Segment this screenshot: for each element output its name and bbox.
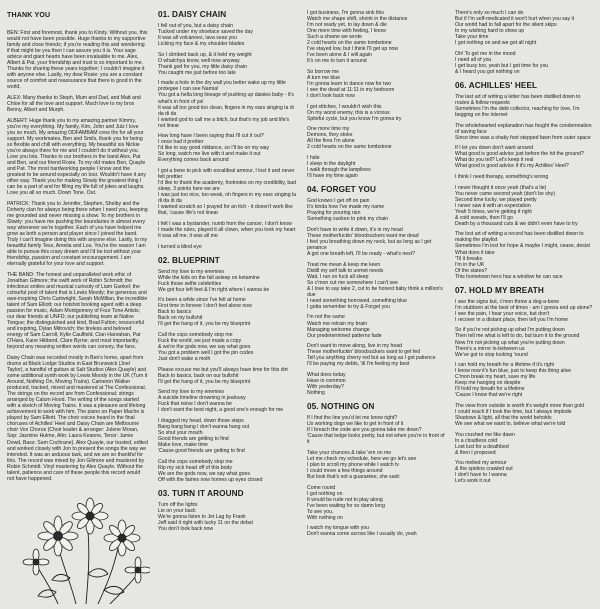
- thanks-paragraph: ALEX: Many thanks to Steph, Mum and Dad, and Matt and Chloe for all the love and support. Much love to my bros Benny, Albert and Murph.: [7, 94, 143, 114]
- lyric-stanza: I got a bone to pick with excalibral armour, I lost it and never felt prettier I'd like to thank the academy, footnotes on my credibility, bad sleep, 3 points here we are I was just too nice, too weak, oh fingers in my ears singing la di da di da I wanted scratch so I prayed for an itch - it doesn't work like that, 'cause life's not linear: [158, 167, 297, 217]
- lyric-stanza: You crushed me like dawn In a cloudless cold Lost lust for a deathbed & then I proposed: [455, 431, 515, 456]
- thanks-paragraph: Daisy Chain was recorded mostly in Ben's home, apart from drums at Black Lodge Studios in East Brunswick (Joel Taylor), a handful of guitars at Salt Studios (Alex Quayle) and some additional synth work by Lewis Moody in the UK (Turn it Around, Nothing On, Moving Trains). Cameron Walker produced, tracked, mixed and mastered at The Confessional. The strings on the record are from Confessional; strings arranged by Calum Hood. The writing of the songs started with a sketch of Moving Trains. It was a pleasure and lifelong achievement to work with him. The piano on Paper Mache is played by Sam Elliott. The choir voices heard in the final choruses of Achilles' Heel and Daisy Chain are Melbourne choir Vox Chorus (Choir leader & arranger: Julene Moran, Sop: Jasmine Hulme, Alto: Laura Keanne, Tenor: Jamie Dowd, Bass: Sam Cochrane). Alex Quayle, our trusted, edited and worked closely with Jon to present the songs the way we intended. It was an arduous task, and we are so thankful for this. The record was mixed by Jon Gilmore and mastered by Robin Schmidt. Vinyl mastering by Alex Quayle. Without the talent, patience and care of these people this record would not have happened.: [7, 354, 150, 482]
- lyric-stanza: How long have I been saying that I'll cut it out? I once had it prettier I'd like to say good riddance, so I'll be on my way So long, watch me live with it and make it out Everything comes back around: [158, 133, 270, 164]
- lyrics-column-2: [158, 10, 296, 537]
- song-title: 07. HOLD MY BREATH: [455, 285, 544, 295]
- lyric-stanza: I watch my tongue with you Don't wanna come across like I usually do, yeah: [307, 525, 417, 538]
- thanks-title: THANK YOU: [7, 12, 51, 19]
- lyric-stanza: If I let you down don't want around What good is good advice just before the hit the ground? What do you tell? Let's keep it real What good is good advice if it's my Achilles' Heel?: [455, 145, 584, 170]
- lyrics-column-4: [455, 10, 593, 489]
- song-title: 02. BLUEPRINT: [158, 255, 220, 265]
- lyric-stanza: Come round I got nothing on It would be rude not to play along I've been waiting for so damn long To see you, With nothing on: [307, 484, 385, 521]
- lyric-stanza: I think I need therapy, something's wrong: [455, 173, 549, 180]
- lyric-stanza: It's been a while since I've felt at home First time in forever I don't feel alone now Back to basics Back on my bullshit I'll get the hang of it, you be my blueprint: [158, 297, 252, 328]
- song-title: 06. ACHILLES' HEEL: [455, 80, 538, 90]
- lyric-stanza: Please excuse me but you'll always have time for this dirt Back to basics, back on our bullshit I'll get the hang of it, you be my blueprint: [158, 366, 288, 385]
- lyric-stanza: I turned a blind eye: [158, 243, 202, 250]
- lyric-stanza: So if you're not picking up what I'm putting down Then tell me what is left to do, but burn it to the ground Now I'm not picking up what you're putting down There's a mirror in-between us We've got to stop looking 'round: [455, 327, 580, 358]
- lyric-stanza: I'm not the same Watch me retrain my brain Managing welcome change Our predetermined patterns fade: [307, 314, 382, 339]
- lyric-stanza: I never thought it once yeah (that's a lie) You never came second yeah (don't be shy) Second time lucky, we played pretty I never saw it with an expectation Yeah 5 times, we're getting it right & cold sweats, then I'll go Death by a thousand cuts & we didn't even have to try: [455, 184, 578, 227]
- lyric-stanza: I felt I was a bystander, numb from the cancer, I don't know I made the rules, played it all clown, when you took my heart It was all me, it was all me: [158, 220, 296, 239]
- lyric-stanza: What does today Have in common With yesterday? Nothing: [307, 371, 346, 396]
- song-title: 01. DAISY CHAIN: [158, 10, 227, 19]
- lyric-stanza: There's only so much I can do But if I'm self-medicated it won't hurt when you say it Our world had to fall apart for the silent skips In my wishing hard to show up Take your time I got nothing on and we got all night: [455, 10, 575, 47]
- lyric-stanza: You melted my armour & the spiders crawled out I don't have to I wanna Let's work it out: [455, 460, 513, 485]
- lyric-stanza: So borrow me A turn me blue I'm gonna learn to dance now for two I see the dead at 11:11 in my bedroom I don't look back now: [307, 68, 395, 100]
- lyric-stanza: One more time my Demons, they stoke All the fires I'm alone 2 cold hearts on the same tombstone: [307, 126, 392, 151]
- thanks-paragraph: BEN: First and foremost, thank you to Kirsty. Without you, this would not have been possible. Huge thanks to my supportive family and close friends; if you're reading this and wondering if that might be you then I can assure you it is. Your sage advice and giant hearts have been invaluable to me. Alex, Albert & Pat, your friendship and trust is so important to me. Thanks for sharing these years together; I couldn't imagine it with anyone else. Lastly, my dear Rosie: you are a constant source of comfort and reassurance that there is good in the world.: [7, 30, 149, 91]
- lyric-stanza: I can hold my breath for a lifetime if it's right I know now it's fun blue, just to keep this thing alive C'mon break my heart, save my life Keep me hanging on despite I'll hold my breath for a lifetime 'Cause I know that we're right: [455, 362, 572, 399]
- lyric-stanza: God knows I get off on pain It's kinda how I've made my name Praying for pouring rain Something sunken to pink my chain: [307, 198, 389, 223]
- lyric-stanza: Take your chances & take 'em on me Let me check my schedule, here we go let's see I plan to scroll my phone while I watch tv I could move a few things around But look that's not a guarantee, she said:: [307, 449, 417, 480]
- lyric-stanza: Turn off the lights Lie on your back We're gonna listen to Jet Lag by Frank Jeff said it right with lucky 11 on the debut You don't look back now: [158, 502, 253, 533]
- lyric-stanza: I got stitches, I wouldn't wish this On my worst enemy, this is a vicious Spiteful cycle, but you know I'm gonna try: [307, 103, 402, 122]
- lyric-stanza: The view from outside is worth it's weight more than gold I could reach if I took the time, but I always implode Shadows & light, all that the world beholds We see what we want to, believe what we're told: [455, 402, 584, 428]
- lyric-stanza: The lost art of writing a record has been distilled down to making the playlist Sometimes I'm lost for hope & maybe I might, cease, desist What does it take 'Til it breaks I'm in the UK Of the states? This hometown hero has a window he can race: [455, 231, 590, 280]
- lyric-stanza: Send my love to my enemies A suicide timeline drowning in jealousy Fuck that noise I don't wanna be I don't want the best night, a good one's enough for me: [158, 389, 284, 414]
- lyric-stanza: Don't want to move along, live in my head These motherfuckin' bloodsuckers want to get fed Tell you anything cherry red but as long as I got patience I'll be paying my debts, 'til I'm feeling my best: [307, 343, 436, 368]
- song-title: 05. NOTHING ON: [307, 402, 375, 412]
- lyric-stanza: Call the cops somebody stop me Rip my sick head off of this body We are the gods now, we say what goes Off with the fairies now homes up eyes closed: [158, 458, 263, 483]
- lyric-stanza: I hide I sleep in the daylight I walk through the lamplines I'll have my time again: [307, 154, 371, 180]
- lyric-stanza: The wholehearted explanation has fought the condemnation of saving face Since time was a shaky foot stepped fawn from outer space: [455, 122, 592, 141]
- thanks-paragraph: THE BAND: The honest and unparalleled work ethic of Jonathan Gilmore; the swift work of Robin Schmidt; the infectious smiles and musical curiosity of Liam Gunkel; the colourful pool of talent that is Lewis Moody; the generous and awe-inspiring Chris Cartwright, Sarah McMillan, the incredible talent of Sam Elliott; our hotshot booking agent with a deep passion for music, Adam Montgomery of Four Tone Artists; our dear friends at UNFD; our publishing team at Native Tongue; the distinguished and kind, Brad Fulton; resourceful and inspiring, Dylan Mitrovich; the tireless and beloved energy of Sam Carroll, Kylie Caulfield, Cian Hanrahan, Pat O'Hara, Kane Hibberd, Clare Byrne; and most importantly, beyond any meaning written words can convey, the fans.: [7, 271, 149, 351]
- song-title: 03. TURN IT AROUND: [158, 489, 244, 498]
- lyric-stanza: Don't have to write it down, it's in my head These motherfuckin' bloodsuckers want me dead I feel you breathing down my neck, but as long as I get penance A got one breath left, I'll be ready - what's next?: [307, 226, 432, 258]
- lyric-stanza: I made a hole in the dry wall you better wake up my little protegee I can see Narnia! You got a hella long lineage of pushing up daisies baby - it's what's in front of ya! It was all too good too clean, fingers in my ears singing la di da di da I wanted god to call me a bitch, but that's my job and life's not linear: [158, 80, 294, 129]
- lyric-stanza: I got business, I'm gonna sink this Watch me shape shift, shrink in the distance I'm not ready yet, to lay down & die One more time with feeling, I know Such a shame we wrote 2 cold hearts on the same tombstone I've stayed low, but I think I'll get up now I've been alone & I will again It's on me to turn it around: [307, 10, 408, 65]
- song-title: 04. FORGET YOU: [307, 185, 377, 195]
- lyric-stanza: So I climbed back up, & it held my weight O whatchya know, well now anyway Thank god for you, my little daisy chain You caught me just before too late: [158, 51, 252, 76]
- lyric-stanza: If I find the line you'd let me know right? Us working dogs we like to get in front of it If I breach the code are you gonna take me down? 'Cause that ledge looks pretty, but not when you're in front of it: [307, 415, 445, 446]
- thanks-paragraph: PATRICK: Thank you to Jennifer, Stephen, Shelby and the Doherty clan for always being there when I need you, keeping me grounded and never missing a show. To my brothers in Slowly: you have me pushing the boundaries in almost every way whenever we're together. Each of you have helped me grow as both a person and player since I joined the band. Truly I can't imagine doing this with anyone else. Lastly, to my beautiful family Tess, Amelia and Lou. You're the reason I am able to pursue this crazy dream and I'd be lost without your friendship, passion and constant encouragement. I am eternally grateful for your love and support.: [7, 200, 150, 268]
- thanks-column: [7, 30, 148, 486]
- lyric-stanza: Oh! To get me in the mood I need all of you I get busy too, yeah but I got time for you & I heard you got nothing on: [455, 50, 549, 75]
- lyric-stanza: Treat me mean & keep me keen Distill my self talk to unmet needs Wait, I run on fuck all sleep So c'mon cut me somewhere I can't see & I love to say take 2, cut to be honest baby think a million's due I need something borrowed, something blue I gotta remember to try & Forget you: [307, 261, 443, 310]
- daisy-flowers-illustration: [18, 486, 150, 604]
- lyrics-column-3: [307, 10, 445, 542]
- lyric-stanza: Send my love to my enemies While the kids on the fall asleep on ketamine Fuck those selfie celebrities We got four left feet & I'm right where I wanna be: [158, 268, 270, 293]
- flowers-drawing: [18, 486, 150, 604]
- thanks-paragraph: ALBERT: Huge thank you to my amazing partner Kimmy, you're my everything. My family, Kim, John and Julz I love you so much. My amazing ODFAMBAM crew thx for all your support. My workmates, Ben and Smils, thank you for being so flexible and chill with everything. My beautiful sis Nickie you're always there for me and I couldn't do it without you. Love you lots. Thanks to our brothers in the band Alex, Pat and Ben, and our friend Rosie. To my old mates Ben, Quayle and Pat. The most hardworking people I know and the greatest to be around especially on tour. Wouldn't have it any other way. Thank you for making Slowly the greatest thing I can be a part of and for filling my life full of jokes and laughs. Love you all so much. Down Tone. Out.: [7, 117, 148, 197]
- lyric-stanza: The last art of writing a letter has been distilled down to routes & follow requests Sometimes I'm the debt collector, reaching for love, I'm begging on the internet: [455, 93, 581, 119]
- lyric-stanza: Call the cops somebody stop me Fuck the world, we just made a copy & we're the gods now, we say what goes You got a problem well I got the pin codes Just don't wake a moth: [158, 331, 254, 363]
- lyric-stanza: I dragged my head, down those steps Bang bang bang I don't wanna hang out So shut your mouth Good friends are getting to find Make love, make time 'Cause good friends are getting to find: [158, 418, 250, 455]
- lyric-stanza: I see the signs but, c'mon throw a dog-a-bone I'm stubborn at the best of times - am I gonna end up alone? I see the pain, I hear your voice, but don't I recover in a distant place, then tell you I'm home: [455, 298, 593, 323]
- lyric-stanza: I fell out of you, but a daisy chain Tucked under my shoelace saved the day It was all volcanoes, lava seas you Licking my face & my shoulder blades: [158, 23, 253, 48]
